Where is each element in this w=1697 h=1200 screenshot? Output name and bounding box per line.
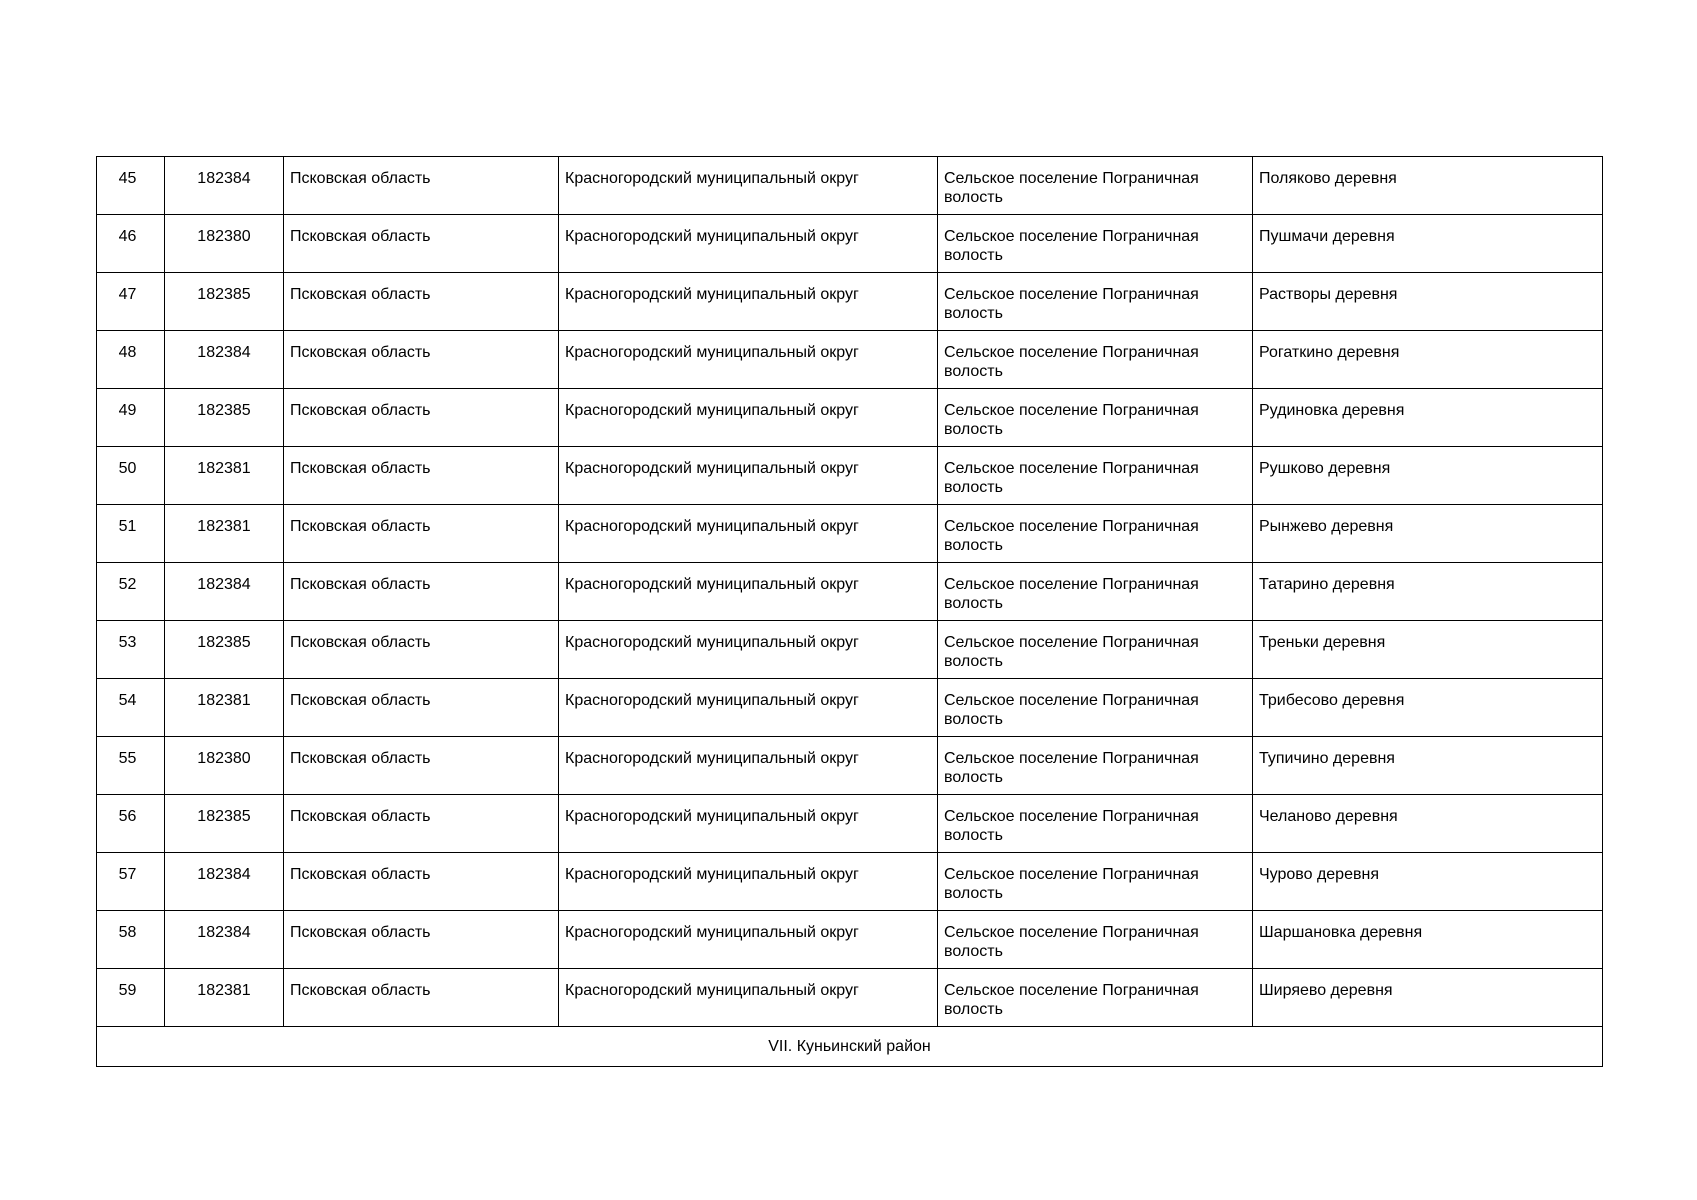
region-cell: Псковская область xyxy=(284,505,559,563)
row-number: 45 xyxy=(97,157,165,215)
locality-table xyxy=(96,156,1603,1067)
postal-index: 182380 xyxy=(165,737,284,795)
settlement-cell: Сельское поселение Пограничная волость xyxy=(938,273,1253,331)
row-number: 49 xyxy=(97,389,165,447)
settlement-cell: Сельское поселение Пограничная волость xyxy=(938,911,1253,969)
locality-cell: Растворы деревня xyxy=(1253,273,1603,331)
row-number: 53 xyxy=(97,621,165,679)
region-cell: Псковская область xyxy=(284,215,559,273)
postal-index: 182384 xyxy=(165,853,284,911)
district-cell: Красногородский муниципальный округ xyxy=(559,215,938,273)
region-cell: Псковская область xyxy=(284,273,559,331)
row-number: 54 xyxy=(97,679,165,737)
postal-index: 182381 xyxy=(165,447,284,505)
section-title: VII. Куньинский район xyxy=(97,1027,1603,1067)
settlement-cell: Сельское поселение Пограничная волость xyxy=(938,389,1253,447)
row-number: 58 xyxy=(97,911,165,969)
district-cell: Красногородский муниципальный округ xyxy=(559,795,938,853)
table-row xyxy=(97,853,1603,911)
locality-cell: Ширяево деревня xyxy=(1253,969,1603,1027)
row-number: 47 xyxy=(97,273,165,331)
table-row xyxy=(97,447,1603,505)
postal-index: 182381 xyxy=(165,679,284,737)
table-row xyxy=(97,795,1603,853)
locality-cell: Чурово деревня xyxy=(1253,853,1603,911)
region-cell: Псковская область xyxy=(284,331,559,389)
postal-index: 182385 xyxy=(165,795,284,853)
settlement-cell: Сельское поселение Пограничная волость xyxy=(938,621,1253,679)
table-row xyxy=(97,215,1603,273)
district-cell: Красногородский муниципальный округ xyxy=(559,157,938,215)
settlement-cell: Сельское поселение Пограничная волость xyxy=(938,737,1253,795)
postal-index: 182384 xyxy=(165,331,284,389)
table-row xyxy=(97,911,1603,969)
settlement-cell: Сельское поселение Пограничная волость xyxy=(938,969,1253,1027)
region-cell: Псковская область xyxy=(284,621,559,679)
row-number: 52 xyxy=(97,563,165,621)
district-cell: Красногородский муниципальный округ xyxy=(559,563,938,621)
locality-cell: Пушмачи деревня xyxy=(1253,215,1603,273)
district-cell: Красногородский муниципальный округ xyxy=(559,273,938,331)
district-cell: Красногородский муниципальный округ xyxy=(559,505,938,563)
postal-index: 182380 xyxy=(165,215,284,273)
row-number: 56 xyxy=(97,795,165,853)
settlement-cell: Сельское поселение Пограничная волость xyxy=(938,795,1253,853)
section-header-row xyxy=(97,1027,1603,1067)
locality-cell: Тупичино деревня xyxy=(1253,737,1603,795)
settlement-cell: Сельское поселение Пограничная волость xyxy=(938,331,1253,389)
region-cell: Псковская область xyxy=(284,389,559,447)
row-number: 51 xyxy=(97,505,165,563)
table-row xyxy=(97,969,1603,1027)
settlement-cell: Сельское поселение Пограничная волость xyxy=(938,679,1253,737)
locality-cell: Рынжево деревня xyxy=(1253,505,1603,563)
locality-cell: Треньки деревня xyxy=(1253,621,1603,679)
region-cell: Псковская область xyxy=(284,853,559,911)
region-cell: Псковская область xyxy=(284,737,559,795)
locality-table-body xyxy=(97,157,1603,1067)
settlement-cell: Сельское поселение Пограничная волость xyxy=(938,215,1253,273)
settlement-cell: Сельское поселение Пограничная волость xyxy=(938,853,1253,911)
row-number: 59 xyxy=(97,969,165,1027)
locality-cell: Татарино деревня xyxy=(1253,563,1603,621)
locality-cell: Рудиновка деревня xyxy=(1253,389,1603,447)
table-row xyxy=(97,505,1603,563)
row-number: 57 xyxy=(97,853,165,911)
settlement-cell: Сельское поселение Пограничная волость xyxy=(938,447,1253,505)
region-cell: Псковская область xyxy=(284,795,559,853)
district-cell: Красногородский муниципальный округ xyxy=(559,389,938,447)
row-number: 46 xyxy=(97,215,165,273)
settlement-cell: Сельское поселение Пограничная волость xyxy=(938,505,1253,563)
locality-cell: Рогаткино деревня xyxy=(1253,331,1603,389)
locality-cell: Рушково деревня xyxy=(1253,447,1603,505)
postal-index: 182381 xyxy=(165,505,284,563)
table-row xyxy=(97,737,1603,795)
region-cell: Псковская область xyxy=(284,447,559,505)
postal-index: 182384 xyxy=(165,911,284,969)
table-row xyxy=(97,157,1603,215)
district-cell: Красногородский муниципальный округ xyxy=(559,969,938,1027)
table-row xyxy=(97,563,1603,621)
postal-index: 182381 xyxy=(165,969,284,1027)
settlement-cell: Сельское поселение Пограничная волость xyxy=(938,157,1253,215)
table-row xyxy=(97,679,1603,737)
district-cell: Красногородский муниципальный округ xyxy=(559,737,938,795)
table-row xyxy=(97,621,1603,679)
table-row xyxy=(97,273,1603,331)
table-row xyxy=(97,389,1603,447)
locality-cell: Шаршановка деревня xyxy=(1253,911,1603,969)
postal-index: 182385 xyxy=(165,621,284,679)
postal-index: 182385 xyxy=(165,273,284,331)
locality-cell: Поляково деревня xyxy=(1253,157,1603,215)
postal-index: 182385 xyxy=(165,389,284,447)
district-cell: Красногородский муниципальный округ xyxy=(559,911,938,969)
row-number: 55 xyxy=(97,737,165,795)
district-cell: Красногородский муниципальный округ xyxy=(559,621,938,679)
region-cell: Псковская область xyxy=(284,563,559,621)
postal-index: 182384 xyxy=(165,157,284,215)
region-cell: Псковская область xyxy=(284,911,559,969)
row-number: 50 xyxy=(97,447,165,505)
region-cell: Псковская область xyxy=(284,969,559,1027)
locality-cell: Трибесово деревня xyxy=(1253,679,1603,737)
settlement-cell: Сельское поселение Пограничная волость xyxy=(938,563,1253,621)
table-row xyxy=(97,331,1603,389)
district-cell: Красногородский муниципальный округ xyxy=(559,853,938,911)
district-cell: Красногородский муниципальный округ xyxy=(559,679,938,737)
district-cell: Красногородский муниципальный округ xyxy=(559,331,938,389)
district-cell: Красногородский муниципальный округ xyxy=(559,447,938,505)
postal-index: 182384 xyxy=(165,563,284,621)
region-cell: Псковская область xyxy=(284,157,559,215)
row-number: 48 xyxy=(97,331,165,389)
locality-cell: Челаново деревня xyxy=(1253,795,1603,853)
region-cell: Псковская область xyxy=(284,679,559,737)
